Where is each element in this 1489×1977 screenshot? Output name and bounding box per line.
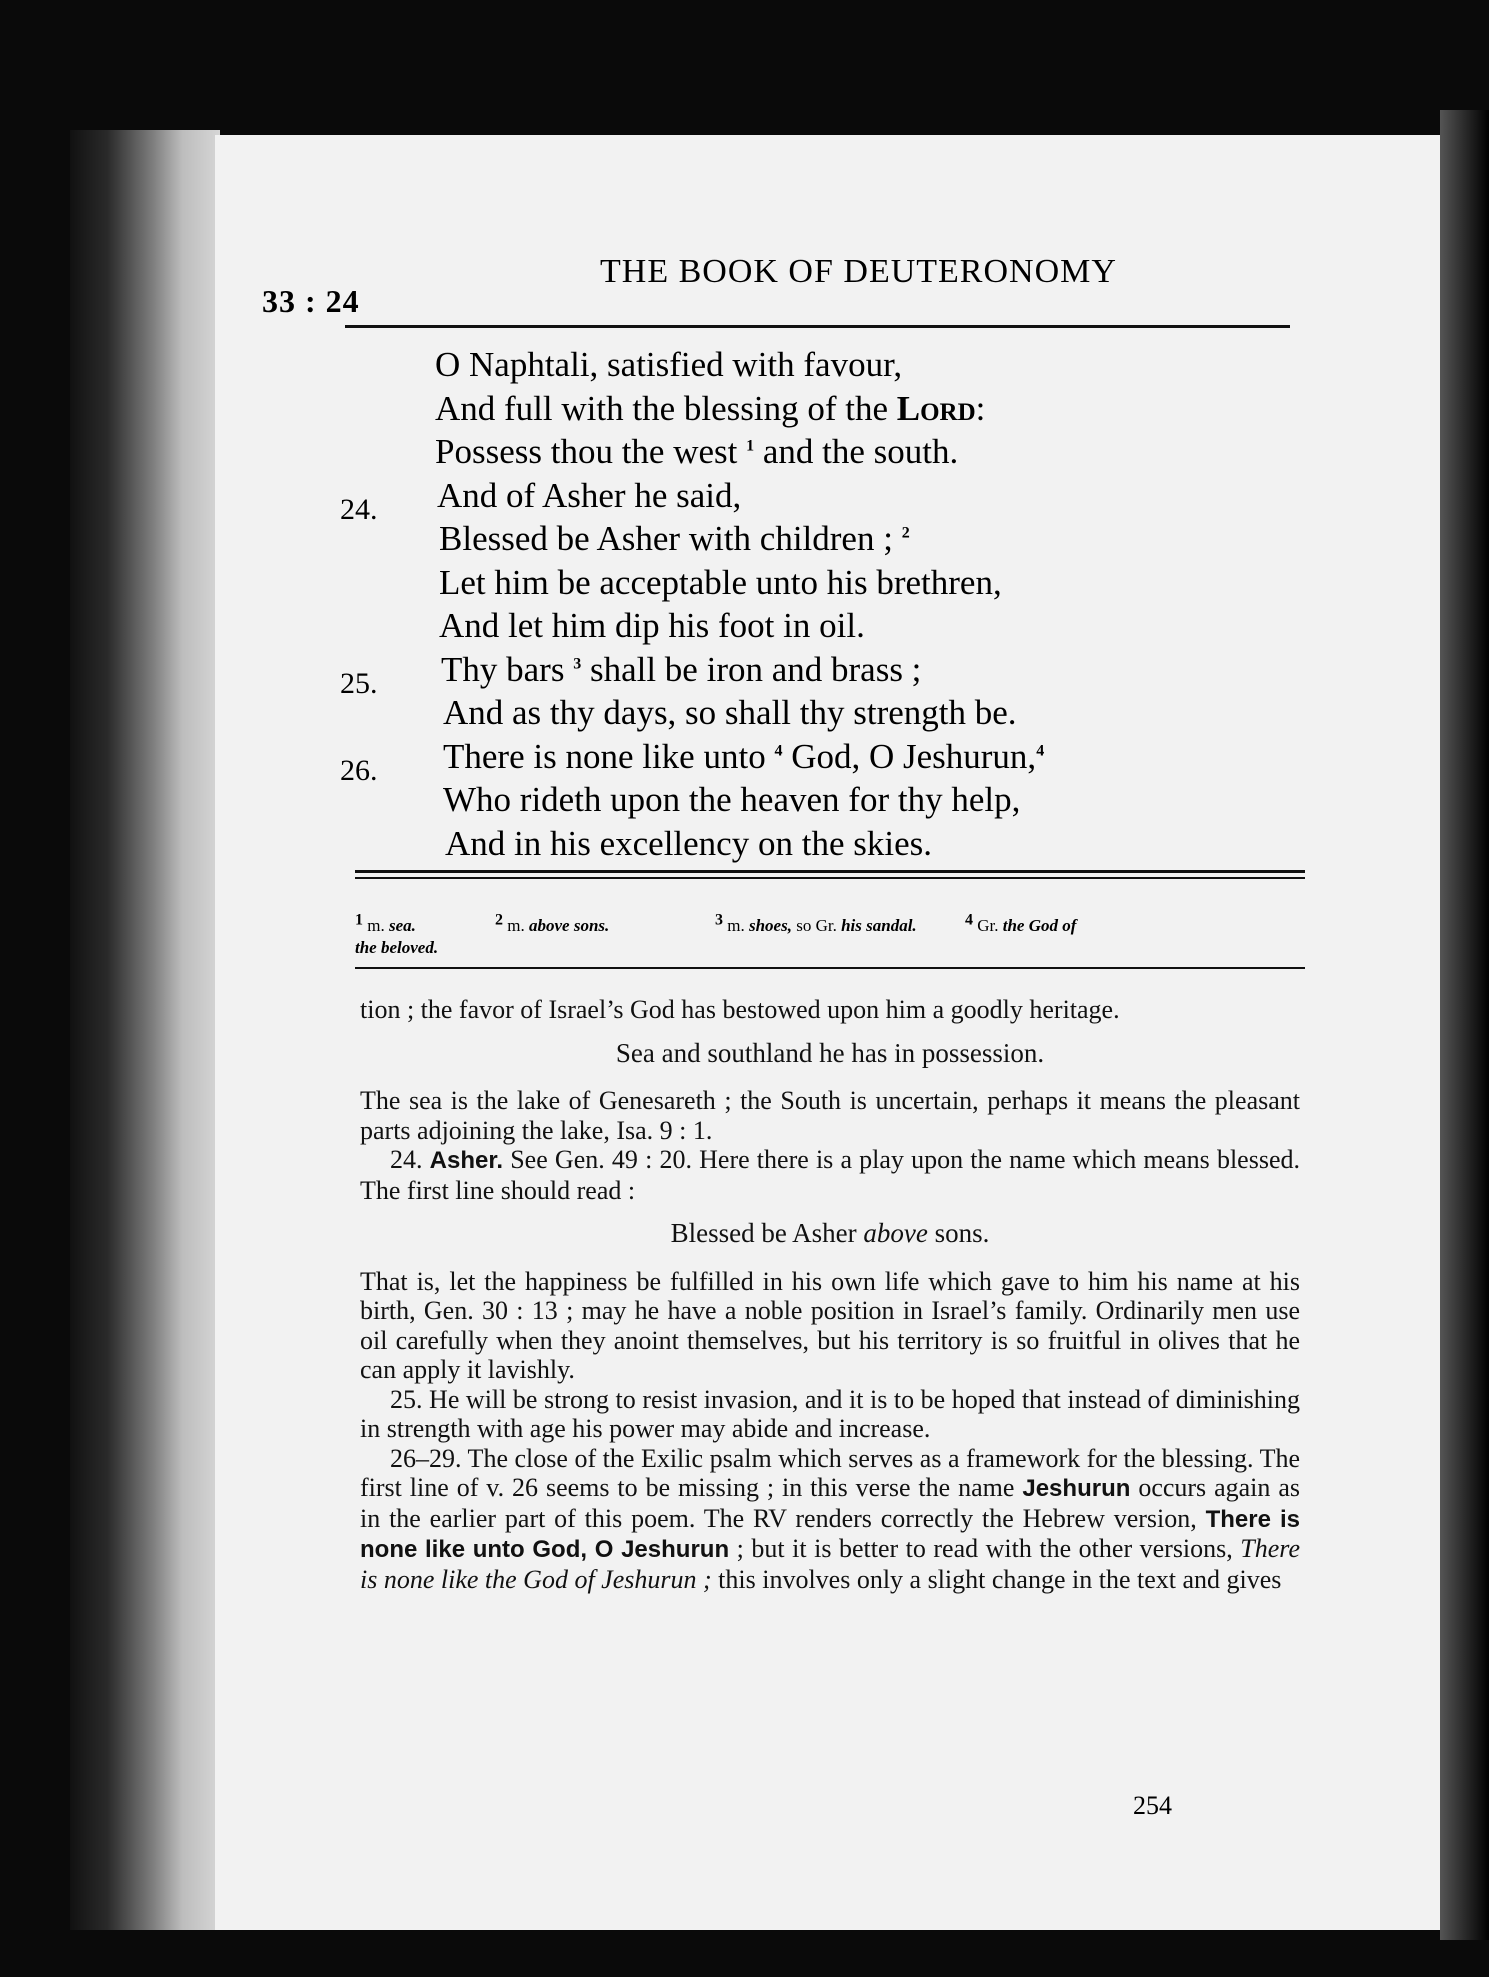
verse-text	[435, 343, 902, 387]
verse-line	[340, 604, 1240, 648]
verse-line	[340, 561, 1240, 605]
keyword: Asher.	[429, 1147, 504, 1174]
commentary-paragraph	[360, 1385, 1300, 1444]
commentary-paragraph	[360, 1267, 1300, 1385]
header-rule	[345, 325, 1290, 328]
verse-text	[439, 604, 865, 648]
verse-text	[435, 387, 985, 431]
quoted-line	[360, 1039, 1300, 1069]
footnote-gloss: sea.	[388, 916, 416, 935]
quoted-line	[360, 1219, 1300, 1249]
text-run: See Gen. 49 : 20. Here there is a play upon the name which means blessed. The first line should read :	[360, 1145, 1300, 1205]
verse-text	[443, 691, 1017, 735]
footnote-gloss: above sons.	[528, 916, 610, 935]
footnote-mark: 4	[965, 911, 973, 929]
footnote-mark: 1	[355, 911, 363, 929]
emphasis: There is none like the God of Jeshurun ;	[360, 1534, 1300, 1594]
verse-number: 24.	[340, 492, 378, 526]
footnote-ref: 4	[774, 741, 783, 759]
footnote-ref: 3	[573, 654, 582, 672]
text-run: And let him dip his foot in oil.	[439, 606, 865, 645]
verse-line	[340, 778, 1240, 822]
text-run: That is, let the happiness be fulfilled in his own life which gave to him his name at his birth, Gen. 30 : 13 ; may he have a noble position in Israel’s family. Ordinarily men use oil carefully when they anoint themselves, but his territory is so fruitful in olives that he can apply it lavishly.	[360, 1266, 1300, 1384]
commentary	[360, 995, 1300, 1594]
page-number: 254	[1133, 1791, 1172, 1820]
text-run: Blessed be Asher with children ;	[439, 519, 902, 558]
verse-line	[340, 822, 1240, 866]
emphasis: above	[863, 1218, 928, 1248]
verse-text	[441, 648, 921, 692]
verse-text	[443, 778, 1020, 822]
text-run: There is none like unto	[443, 736, 775, 776]
footnote-continuation: the beloved.	[355, 938, 439, 957]
footnote-ref: 1	[746, 437, 755, 455]
footnote: $^2$ m. above sons.	[495, 911, 610, 935]
keyword: There is none like unto God, O Jeshurun	[360, 1505, 1300, 1563]
divine-name: Lord	[896, 388, 976, 428]
commentary-paragraph	[360, 995, 1300, 1025]
text-run: And in his excellency on the skies.	[445, 823, 932, 863]
verse-line	[340, 474, 1240, 526]
book-edge-left	[70, 130, 220, 1930]
verse-text	[437, 474, 741, 518]
keyword: Jeshurun	[1022, 1475, 1131, 1502]
text-run: 24.	[390, 1145, 430, 1174]
verse-line	[340, 387, 1240, 431]
book-edge-right	[1440, 110, 1489, 1940]
text-run: occurs again as in the earlier part of this poem. The RV renders correctly the Hebrew version,	[360, 1473, 1300, 1533]
text-run: And full with the blessing of the	[435, 388, 897, 428]
chapter-verse-ref: 33 : 24	[262, 283, 360, 319]
verse-text	[443, 735, 1044, 779]
text-run: this involves only a slight change in the text and gives	[711, 1564, 1282, 1594]
verse-block	[340, 343, 1240, 865]
text-run: and the south.	[754, 432, 959, 471]
footnote-gloss: his sandal.	[841, 916, 917, 935]
commentary-paragraph	[360, 1444, 1300, 1595]
text-run: Possess thou the west	[435, 432, 747, 471]
footnote-ref: 2	[901, 524, 910, 542]
text-run: Blessed be Asher	[670, 1218, 864, 1248]
commentary-paragraph	[360, 1086, 1300, 1145]
text-run: ; but it is better to read with the other versions,	[729, 1534, 1241, 1563]
text-run: God, O Jeshurun,	[782, 736, 1037, 776]
footnote: $^3$ m. shoes, so Gr. his sandal.	[715, 911, 917, 935]
text-run: shall be iron and brass ;	[581, 649, 922, 689]
footnote-gloss: the God of	[1002, 916, 1077, 935]
verse-number: 25.	[340, 666, 378, 700]
commentary-paragraph	[360, 1145, 1300, 1205]
text-run: Thy bars	[441, 649, 574, 689]
text-run: And of Asher he said,	[437, 475, 742, 515]
text-run: 25. He will be strong to resist invasion, and it is to be hoped that instead of diminishing in strength with age his power may abide and increase.	[360, 1384, 1300, 1443]
verse-text	[439, 561, 1002, 605]
verse-bottom-rule	[355, 870, 1305, 873]
book-page	[215, 135, 1440, 1930]
text-run: sons.	[927, 1218, 990, 1248]
verse-line	[340, 648, 1240, 700]
verse-text	[439, 517, 910, 561]
footnote: $^1$ m. sea.	[355, 911, 416, 935]
verse-number: 26.	[340, 753, 378, 787]
verse-line	[340, 517, 1240, 561]
footnote-mark: 2	[495, 911, 503, 929]
text-run: Who rideth upon the heaven for thy help,	[443, 780, 1021, 819]
verse-line	[340, 343, 1240, 387]
verse-text	[435, 430, 958, 474]
text-run: tion ; the favor of Israel’s God has bestowed upon him a goodly heritage.	[360, 995, 1120, 1024]
text-run: Let him be acceptable unto his brethren,	[439, 562, 1002, 602]
text-run: :	[975, 388, 986, 428]
verse-text	[445, 822, 932, 866]
footnote: $^4$ Gr. the God of	[965, 911, 1077, 935]
text-run: The sea is the lake of Genesareth ; the South is uncertain, perhaps it means the pleasant parts adjoining the lake, Isa. 9 : 1.	[360, 1086, 1300, 1145]
footnote-bottom-rule	[355, 967, 1305, 969]
verse-line	[340, 430, 1240, 474]
text-run: O Naphtali, satisfied with favour,	[435, 345, 903, 384]
text-run: 26–29. The close of the Exilic psalm which serves as a framework for the blessing. The first line of v. 26 seems to be missing ; in this verse the name	[360, 1443, 1300, 1502]
footnote-mark: 3	[715, 911, 723, 929]
footnote-ref: 4	[1036, 741, 1045, 759]
verse-line	[340, 691, 1240, 735]
text-run: And as thy days, so shall thy strength be.	[443, 693, 1017, 732]
verse-line	[340, 735, 1240, 787]
footnote-top-rule	[355, 877, 1305, 879]
page-title: THE BOOK OF DEUTERONOMY	[600, 253, 1117, 290]
text-run: Sea and southland he has in possession.	[615, 1037, 1045, 1068]
footnote-gloss: shoes,	[748, 916, 792, 935]
